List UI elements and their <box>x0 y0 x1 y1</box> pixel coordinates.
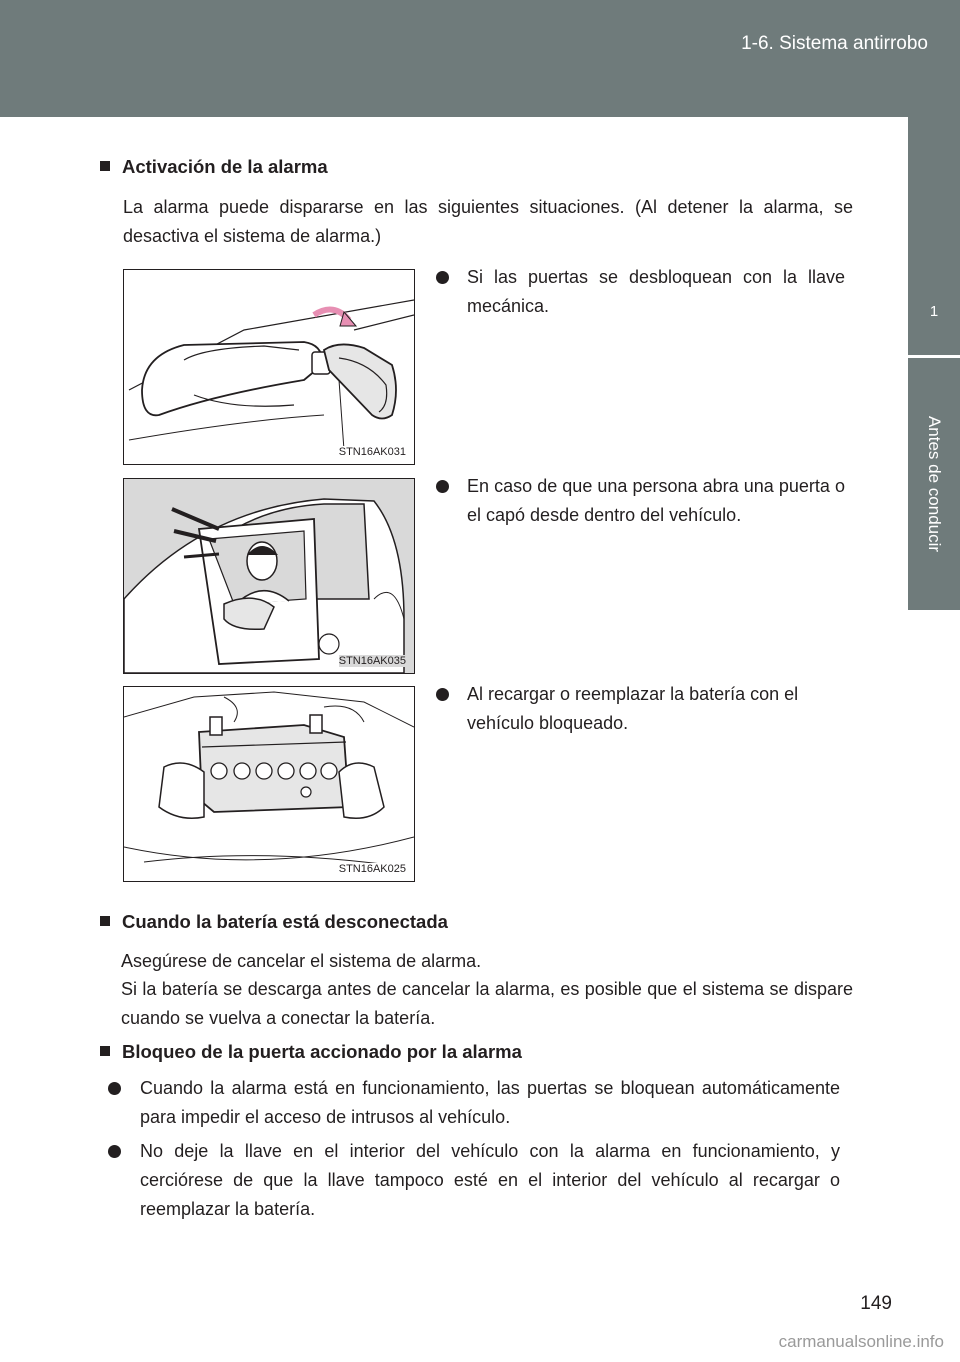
chapter-label: Antes de conducir <box>925 415 944 553</box>
section-title: 1-6. Sistema antirrobo <box>741 33 928 54</box>
bullet-dot-icon <box>436 271 449 284</box>
car-door-illustration <box>124 479 414 673</box>
bullet-text-2: En caso de que una persona abra una puerta o el capó desde dentro del vehículo. <box>467 476 845 525</box>
door-lock-bullet-2: No deje la llave en el interior del vehículo con la alarma en funcionamiento, y cerciórese de que la llave tampoco esté en el interior del vehículo al recargar o reemplazar la batería. <box>140 1141 840 1219</box>
figure-code: STN16AK031 <box>338 446 406 458</box>
bullet-dot-icon <box>436 480 449 493</box>
figure-code: STN16AK035 <box>338 655 406 667</box>
chapter-label-tab <box>908 358 960 610</box>
bullet-dot-icon <box>108 1082 121 1095</box>
figure-battery <box>123 686 415 882</box>
section-heading-battery: Cuando la batería está desconectada <box>122 911 448 932</box>
chapter-number: 1 <box>929 303 939 320</box>
bullet-text-3: Al recargar o reemplazar la batería con el vehículo bloqueado. <box>467 684 799 733</box>
bullet-dot-icon <box>436 688 449 701</box>
chapter-tab <box>908 117 960 355</box>
bullet-dot-icon <box>108 1145 121 1158</box>
figure-code: STN16AK025 <box>338 863 406 875</box>
bullet-text-1: Si las puertas se desbloquean con la llave mecánica. <box>467 267 845 316</box>
watermark: carmanualsonline.info <box>778 1332 944 1351</box>
battery-line-1: Asegúrese de cancelar el sistema de alarma. <box>121 951 482 971</box>
door-key-illustration <box>124 270 414 464</box>
section-heading-alarm: Activación de la alarma <box>122 156 328 177</box>
heading-square-icon <box>100 161 110 171</box>
page-number: 149 <box>860 1293 892 1314</box>
figure-person-in-car <box>123 478 415 674</box>
figure-door-key <box>123 269 415 465</box>
battery-illustration <box>124 687 414 881</box>
page-header <box>0 0 960 117</box>
door-lock-bullet-1: Cuando la alarma está en funcionamiento, las puertas se bloquean automáticamente para impedir el acceso de intrusos al vehículo. <box>140 1078 840 1127</box>
section-heading-door-lock: Bloqueo de la puerta accionado por la alarma <box>122 1041 522 1062</box>
battery-line-2: Si la batería se descarga antes de cancelar la alarma, es posible que el sistema se dispare cuando se vuelva a conectar la batería. <box>121 979 853 1028</box>
heading-square-icon <box>100 1046 110 1056</box>
heading-square-icon <box>100 916 110 926</box>
section-intro: La alarma puede dispararse en las siguientes situaciones. (Al detener la alarma, se desactiva el sistema de alarma.) <box>123 197 853 246</box>
